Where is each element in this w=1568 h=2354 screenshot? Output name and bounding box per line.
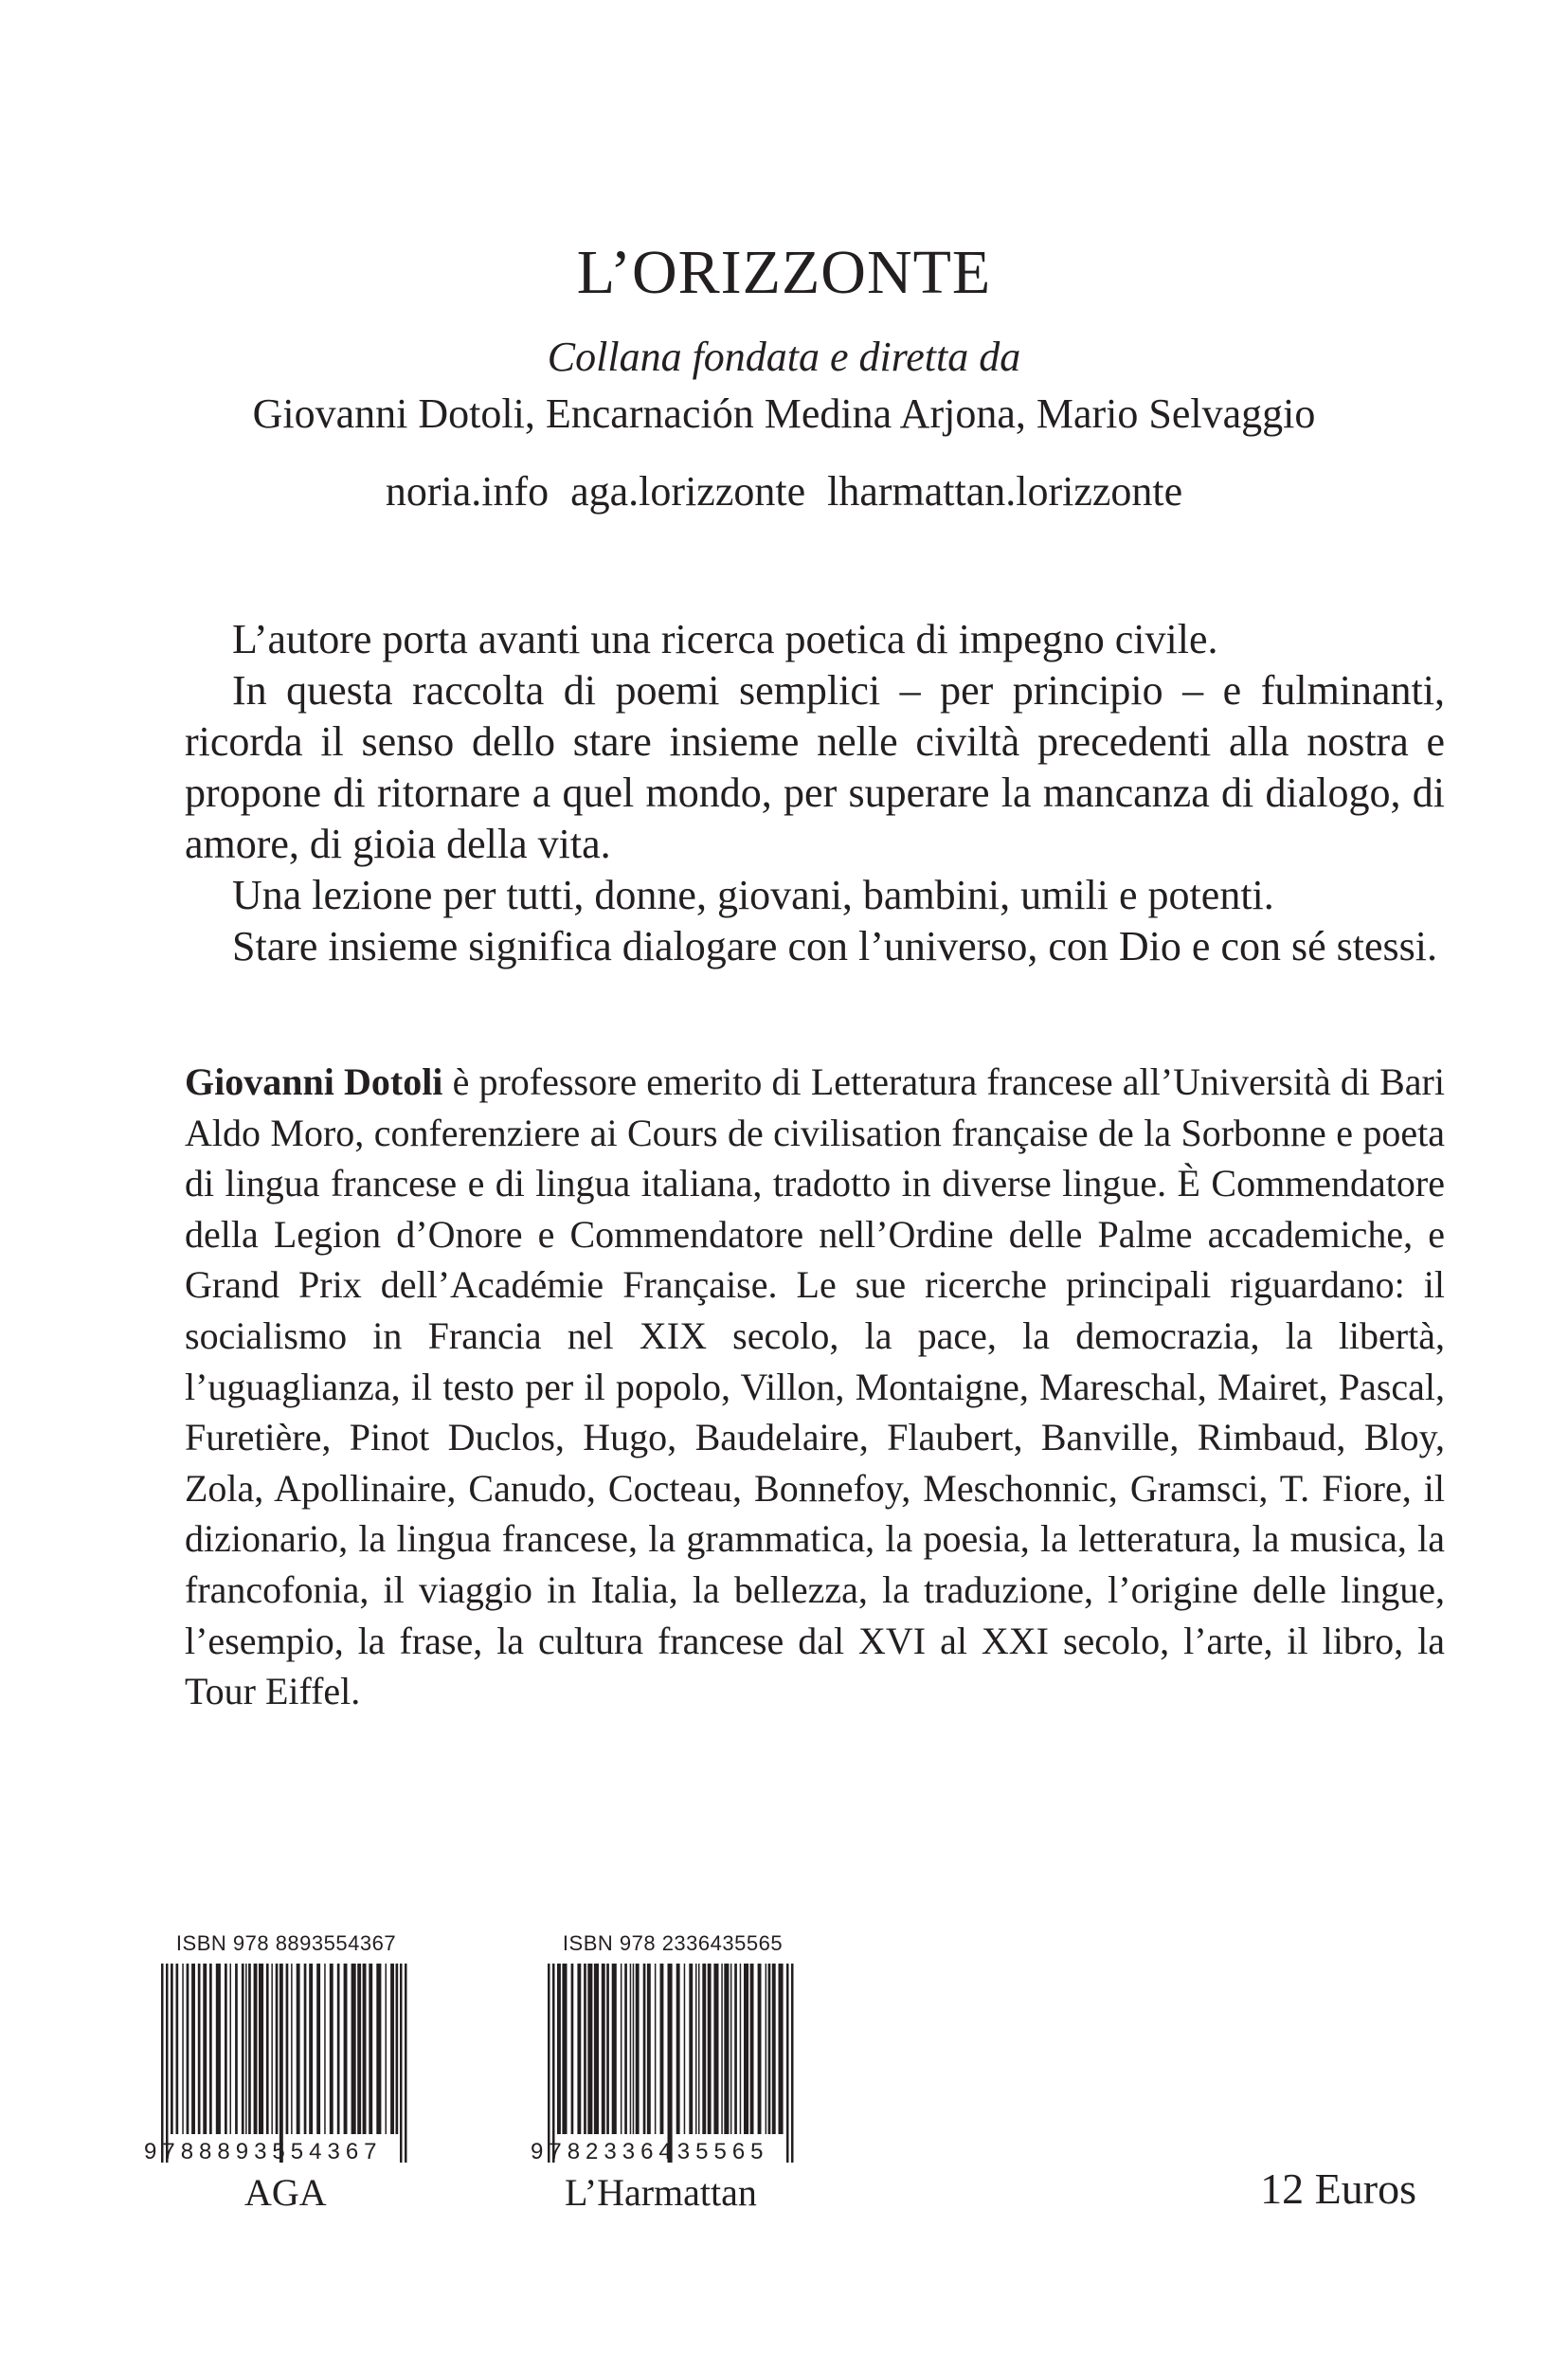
barcode-bar (636, 1964, 640, 2134)
barcode-aga (144, 1964, 419, 2163)
barcode-bar (351, 1964, 356, 2134)
barcode-bar (702, 1964, 706, 2134)
barcode-bar (191, 1964, 195, 2134)
barcode-bar (721, 1964, 723, 2134)
barcode-bar (344, 1964, 348, 2134)
ean-digits: 9782336435565 (531, 2139, 769, 2164)
barcode-bar (612, 1964, 617, 2134)
barcode-bar (655, 1964, 657, 2134)
barcode-bar (750, 1964, 754, 2134)
barcode-bar (548, 1964, 550, 2163)
barcode-bar (386, 1964, 387, 2134)
barcode-bar (594, 1964, 599, 2134)
barcode-bar (730, 1964, 732, 2134)
barcode-bar (698, 1964, 700, 2134)
barcode-bar (584, 1964, 586, 2134)
barcode-bar (602, 1964, 605, 2134)
barcode-bar (390, 1964, 394, 2134)
barcode-bar (171, 1964, 173, 2134)
barcode-bar (297, 1964, 300, 2134)
barcode-bar (660, 1964, 664, 2134)
barcode-bar (291, 1964, 293, 2134)
barcode-bar (279, 1964, 283, 2163)
barcode-bar (689, 1964, 693, 2134)
barcode-bar (552, 1964, 555, 2163)
series-links: noria.info aga.lorizzonte lharmattan.lorizzonte (385, 468, 1183, 515)
publisher-aga: AGA (244, 2171, 327, 2214)
barcode-bar (271, 1964, 273, 2134)
barcode-bar (643, 1964, 646, 2134)
barcode-bar (225, 1964, 227, 2134)
barcode-bar (713, 1964, 718, 2134)
barcode-bar (621, 1964, 622, 2134)
barcode-bar (198, 1964, 201, 2134)
barcode-bar (724, 1964, 729, 2134)
barcode-bar (766, 1964, 767, 2134)
barcode-bar (304, 1964, 307, 2134)
series-editors: Giovanni Dotoli, Encarnación Medina Arjona, Mario Selvaggio (252, 390, 1316, 437)
author-bio (185, 1057, 1445, 1717)
barcode-bar (779, 1964, 784, 2134)
barcode-bar (242, 1964, 244, 2134)
ean-digits: 9788893554367 (144, 2139, 383, 2164)
barcode-bar (695, 1964, 697, 2134)
series-title: L’ORIZZONTE (576, 238, 992, 307)
barcode-bar (577, 1964, 581, 2134)
barcode-bar (676, 1964, 680, 2134)
barcode-bar (557, 1964, 561, 2134)
barcode-bar (266, 1964, 269, 2134)
barcode-bar (230, 1964, 232, 2134)
barcode-bar (286, 1964, 289, 2134)
barcode-bar (376, 1964, 381, 2134)
barcode-bar (624, 1964, 627, 2134)
author-bio-text: è professore emerito di Letteratura francese all’Università di Bari Aldo Moro, conferenziere ai Cours de civilisation française de la Sorbonne e poeta di lingua francese e di lingua italiana, tradotto in diverse lingue. È Commendatore della Legion d’Onore e Commendatore nell’Ordine delle Palme accademiche, e Grand Prix dell’Académie Française. Le sue ricerche principali riguardano: il socialismo in Francia nel XIX secolo, la pace, la democrazia, la libertà, l’uguaglianza, il testo per il popolo, Villon, Montaigne, Mareschal, Mairet, Pascal, Furetière, Pinot Duclos, Hugo, Baudelaire, Flaubert, Banville, Rimbaud, Bloy, Zola, Apollinaire, Canudo, Cocteau, Bonnefoy, Meschonnic, Gramsci, T. Fiore, il dizionario, la lingua francese, la grammatica, la poesia, la letteratura, la musica, la francofonia, il viaggio in Italia, la bellezza, la traduzione, l’origine delle lingue, l’esempio, la frase, la cultura francese dal XVI al XXI secolo, l’arte, il libro, la Tour Eiffel. (185, 1060, 1445, 1713)
barcode-bar (768, 1964, 771, 2134)
blurb-line-1: L’autore porta avanti una ricerca poetica di impegno civile. (232, 616, 1218, 662)
barcode-bar (369, 1964, 372, 2134)
barcode-block-harmattan (531, 1931, 815, 2164)
barcode-bar (248, 1964, 251, 2134)
barcode-bar (758, 1964, 762, 2134)
barcode-bar (166, 1964, 169, 2163)
blurb-paragraph-2: In questa raccolta di poemi semplici – per principio – e fulminanti, ricorda il senso dello stare insieme nelle civiltà precedenti alla nostra e propone di ritornare a quel mondo, per superare la mancanza di dialogo, di amore, di gioia della vita. (185, 667, 1445, 867)
barcode-bar (235, 1964, 238, 2134)
series-subtitle: Collana fondata e diretta da (547, 334, 1021, 380)
barcode-bar (647, 1964, 651, 2134)
barcode-bar (330, 1964, 333, 2134)
barcode-bar (734, 1964, 737, 2134)
barcode-bar (633, 1964, 635, 2134)
barcode-bar (182, 1964, 184, 2134)
blurb-line-4: Stare insieme significa dialogare con l’universo, con Dio e con sé stessi. (232, 923, 1437, 969)
barcode-bar (400, 1964, 403, 2163)
barcode-bar (254, 1964, 258, 2134)
barcode-bar (740, 1964, 742, 2134)
barcode-bar (176, 1964, 179, 2134)
barcode-bar (786, 1964, 789, 2163)
barcode-bar (209, 1964, 212, 2134)
barcode-bar (203, 1964, 207, 2134)
barcode-bar (396, 1964, 399, 2134)
barcode-bar (357, 1964, 361, 2134)
barcode-bar (668, 1964, 673, 2163)
publisher-harmattan: L’Harmattan (565, 2171, 757, 2214)
barcode-bar (316, 1964, 320, 2134)
author-name: Giovanni Dotoli (185, 1060, 443, 1103)
barcode-bar (684, 1964, 686, 2134)
isbn-label: ISBN 978 8893554367 (175, 1931, 397, 1955)
barcode-bar (259, 1964, 263, 2134)
barcode-bar (708, 1964, 712, 2134)
barcode-bar (630, 1964, 632, 2134)
barcode-bar (562, 1964, 567, 2134)
barcode-bar (587, 1964, 592, 2134)
barcode-bar (276, 1964, 279, 2134)
price: 12 Euros (1260, 2164, 1416, 2213)
barcode-bar (791, 1964, 794, 2163)
barcode-bar (606, 1964, 609, 2134)
barcode-bar (216, 1964, 221, 2134)
barcode-bar (744, 1964, 748, 2134)
barcode-bar (405, 1964, 407, 2163)
barcode-bar (772, 1964, 776, 2134)
barcode-bar (187, 1964, 189, 2134)
barcode-bar (337, 1964, 340, 2134)
blurb-line-3: Una lezione per tutti, donne, giovani, bambini, umili e potenti. (232, 872, 1274, 918)
book-blurb (185, 614, 1445, 972)
barcode-block-aga (144, 1931, 428, 2164)
isbn-label: ISBN 978 2336435565 (562, 1931, 784, 1955)
barcode-bar (363, 1964, 367, 2134)
barcode-bar (309, 1964, 313, 2134)
barcode-harmattan (531, 1964, 805, 2163)
barcode-bar (245, 1964, 247, 2134)
barcode-bar (571, 1964, 574, 2134)
barcode-bar (324, 1964, 326, 2134)
barcode-bar (161, 1964, 164, 2163)
